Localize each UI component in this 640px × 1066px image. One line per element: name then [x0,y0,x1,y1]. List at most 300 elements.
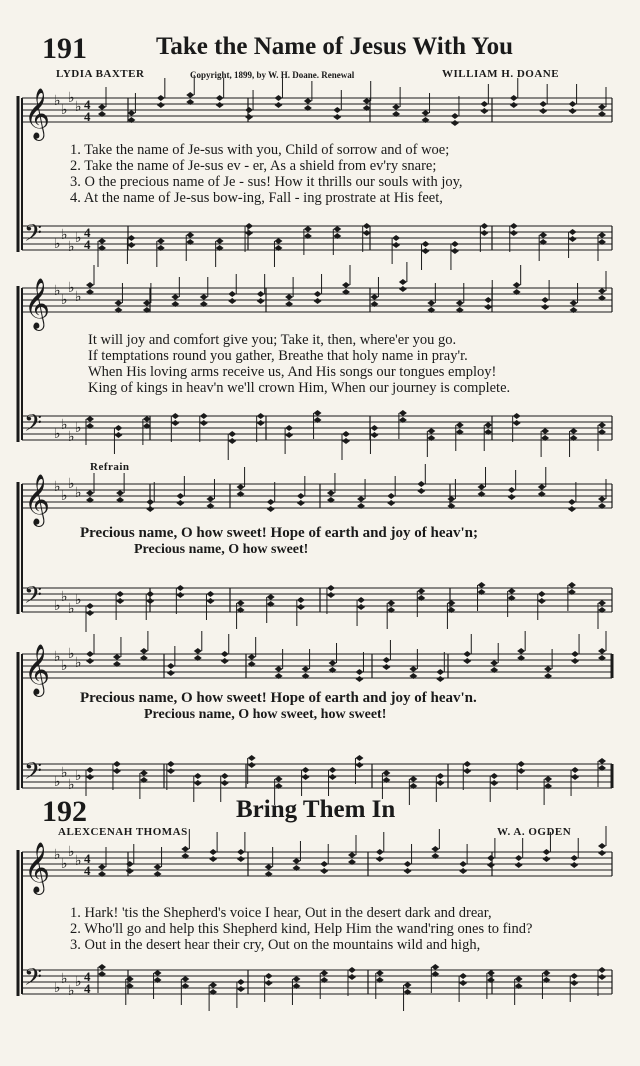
note-head [237,986,245,992]
note-head [171,294,179,300]
note-head [513,413,521,419]
note-head [181,846,189,852]
note-head [490,780,498,786]
note-head [490,660,498,666]
note-head [292,976,300,982]
note-head [98,964,106,970]
note-head [333,226,341,232]
note-head [510,223,518,229]
time-signature: 4 [84,981,91,996]
note-head [436,773,444,779]
note-head [431,964,439,970]
note-head [539,232,547,238]
note-head [127,235,135,241]
flat-sign: ♭ [75,420,82,436]
note-head [285,294,293,300]
note-head [98,238,106,244]
note-head [228,438,236,444]
note-head [463,761,471,767]
note-head [510,230,518,236]
note-head [404,982,412,988]
note-head [86,416,94,422]
time-signature: 4 [84,851,91,866]
note-head [248,755,256,761]
treble-clef: 𝄞 [24,842,51,893]
verse-2-line-1: 2. Take the name of Je-sus ev - er, As a shield from ev'ry snare; [70,158,437,174]
note-head [570,980,578,986]
composer-credit: WILLIAM H. DOANE [442,68,560,80]
treble-clef: 𝄞 [24,474,51,525]
bass-clef: 𝄢 [24,581,43,614]
note-head [248,762,256,768]
note-head [392,235,400,241]
note-head [146,591,154,597]
note-head [302,774,310,780]
note-head [302,666,310,672]
note-head [245,230,253,236]
note-head [544,666,552,672]
note-head [216,102,224,108]
note-head [221,658,229,664]
note-head [257,413,265,419]
note-head [569,229,577,235]
note-head [541,297,549,303]
note-head [329,767,337,773]
note-head [221,780,229,786]
note-head [376,849,384,855]
note-head [480,108,488,114]
note-head [126,861,134,867]
note-head [237,979,245,985]
note-head [422,248,430,254]
note-head [422,241,430,247]
note-head [463,658,471,664]
note-head [209,849,217,855]
time-signature: 4 [84,863,91,878]
note-head [86,603,94,609]
flat-sign: ♭ [68,429,75,445]
note-head [513,420,521,426]
bass-clef: 𝄢 [24,963,43,996]
note-head [598,974,606,980]
note-head [206,496,214,502]
note-head [329,774,337,780]
note-head [167,663,175,669]
bass-clef: 𝄢 [24,219,43,252]
note-head [463,651,471,657]
note-head [447,600,455,606]
note-head [387,600,395,606]
note-head [357,604,365,610]
note-head [98,864,106,870]
note-head [542,849,550,855]
refrain-line-1: Precious name, O how sweet! Hope of earth and joy of heav'n; [80,525,479,541]
note-head [459,861,467,867]
note-head [451,241,459,247]
note-head [297,500,305,506]
note-head [171,413,179,419]
note-head [422,110,430,116]
flat-sign: ♭ [61,292,68,308]
note-head [539,101,547,107]
time-signature: 4 [84,237,91,252]
flat-sign: ♭ [68,983,75,999]
note-head [357,597,365,603]
note-head [517,648,525,654]
note-head [86,651,94,657]
note-head [209,982,217,988]
note-head [237,849,245,855]
note-head [206,598,214,604]
note-head [116,591,124,597]
note-head [314,410,322,416]
note-head [480,223,488,229]
note-head [490,773,498,779]
note-head [194,773,202,779]
music-system-3 [0,474,640,624]
note-head [275,776,283,782]
note-head [274,95,282,101]
flat-sign: ♭ [68,844,75,860]
note-head [157,102,165,108]
note-head [200,420,208,426]
note-head [570,855,578,861]
refrain-label: Refrain [90,461,130,473]
note-head [275,666,283,672]
flat-sign: ♭ [54,774,61,790]
flat-sign: ♭ [61,765,68,781]
note-head [392,242,400,248]
note-head [568,499,576,505]
note-head [304,226,312,232]
note-head [542,970,550,976]
flat-sign: ♭ [75,230,82,246]
note-head [376,970,384,976]
note-head [267,499,275,505]
flat-sign: ♭ [68,280,75,296]
note-head [487,862,495,868]
note-head [237,484,245,490]
flat-sign: ♭ [75,592,82,608]
note-head [216,238,224,244]
verse-4-line-2: King of kings in heav'n we'll crown Him, When our journey is complete. [88,380,511,396]
note-head [355,669,363,675]
hymn-number: 191 [42,32,87,65]
flat-sign: ♭ [75,289,82,305]
note-head [297,604,305,610]
note-head [513,282,521,288]
note-head [228,431,236,437]
note-head [459,868,467,874]
note-head [297,493,305,499]
note-head [257,291,265,297]
refrain-line-1-alto: Precious name, O how sweet! [134,542,309,557]
copyright-notice: Copyright, 1899, by W. H. Doane. Renewal [190,70,355,80]
note-head [176,493,184,499]
note-head [114,300,122,306]
note-head [508,588,516,594]
note-head [538,484,546,490]
flat-sign: ♭ [68,90,75,106]
note-head [113,761,121,767]
flat-sign: ♭ [61,971,68,987]
note-head [431,846,439,852]
refrain-line-2: Precious name, O how sweet! Hope of earth and joy of heav'n. [80,690,477,706]
note-head [228,291,236,297]
note-head [221,773,229,779]
flat-sign: ♭ [54,598,61,614]
note-head [257,298,265,304]
note-head [194,780,202,786]
flat-sign: ♭ [54,426,61,442]
note-head [382,770,390,776]
note-head [570,300,578,306]
note-head [508,494,516,500]
note-head [515,855,523,861]
note-head [409,666,417,672]
note-head [399,279,407,285]
note-head [404,861,412,867]
flat-sign: ♭ [54,847,61,863]
verse-2-line-2: If temptations round you gather, Breathe that holy name in pray'r. [88,348,468,364]
note-head [484,422,492,428]
note-head [417,488,425,494]
note-head [487,855,495,861]
note-head [571,774,579,780]
note-head [376,856,384,862]
note-head [404,868,412,874]
flat-sign: ♭ [61,417,68,433]
note-head [569,101,577,107]
note-head [427,300,435,306]
note-head [176,500,184,506]
note-head [86,767,94,773]
note-head [598,232,606,238]
note-head [176,585,184,591]
time-signature: 4 [84,225,91,240]
note-head [436,669,444,675]
flat-sign: ♭ [54,93,61,109]
note-head [598,843,606,849]
note-head [348,974,356,980]
flat-sign: ♭ [75,655,82,671]
note-head [265,973,273,979]
note-head [126,976,134,982]
note-head [355,755,363,761]
note-head [186,92,194,98]
hymn-title: Take the Name of Jesus With You [156,33,513,60]
flat-sign: ♭ [75,485,82,501]
time-signature: 4 [84,97,91,112]
verse-1-line-1: 1. Take the name of Je-sus with you, Child of sorrow and of woe; [70,142,450,158]
note-head [570,973,578,979]
note-head [314,298,322,304]
note-head [320,868,328,874]
flat-sign: ♭ [61,102,68,118]
flat-sign: ♭ [61,658,68,674]
note-head [348,967,356,973]
flat-sign: ♭ [68,239,75,255]
verse-1-192: 1. Hark! 'tis the Shepherd's voice I hear, Out in the desert dark and drear, [70,905,492,921]
verse-2-192: 2. Who'll go and help this Shepherd kind, Help Him the wand'ring ones to find? [70,921,533,937]
note-head [126,868,134,874]
composer-credit-192: W. A. OGDEN [497,826,572,838]
note-head [314,291,322,297]
hymn-title-192: Bring Them In [236,796,396,823]
note-head [86,282,94,288]
note-head [200,294,208,300]
hymn-number-192: 192 [42,795,87,828]
note-head [487,970,495,976]
note-head [569,108,577,114]
note-head [304,98,312,104]
bass-clef: 𝄢 [24,757,43,790]
note-head [508,487,516,493]
bass-clef: 𝄢 [24,409,43,442]
flat-sign: ♭ [54,980,61,996]
note-head [484,304,492,310]
note-head [320,970,328,976]
note-head [245,114,253,120]
author-credit-192: ALEXCENAH THOMAS [58,826,188,838]
note-head [342,282,350,288]
note-head [382,664,390,670]
flat-sign: ♭ [75,853,82,869]
note-head [510,95,518,101]
note-head [245,107,253,113]
note-head [265,864,273,870]
note-head [370,425,378,431]
note-head [221,651,229,657]
time-signature: 4 [84,969,91,984]
verse-3-line-2: When His loving arms receive us, And His songs our tongues employ! [88,364,497,380]
note-head [285,432,293,438]
note-head [355,676,363,682]
note-head [86,774,94,780]
note-head [463,768,471,774]
note-head [539,108,547,114]
note-head [399,286,407,292]
note-head [113,768,121,774]
note-head [510,102,518,108]
note-head [387,500,395,506]
note-head [357,496,365,502]
note-head [140,770,148,776]
flat-sign: ♭ [54,649,61,665]
note-head [598,288,606,294]
note-head [568,506,576,512]
note-head [114,432,122,438]
treble-clef: 𝄞 [24,278,51,329]
note-head [245,223,253,229]
flat-sign: ♭ [68,601,75,617]
note-head [167,768,175,774]
note-head [86,658,94,664]
note-head [447,496,455,502]
note-head [598,104,606,110]
flat-sign: ♭ [68,777,75,793]
note-head [302,767,310,773]
note-head [392,104,400,110]
note-head [480,230,488,236]
note-head [342,438,350,444]
note-head [267,594,275,600]
note-head [436,676,444,682]
note-head [571,658,579,664]
note-head [517,768,525,774]
flat-sign: ♭ [61,488,68,504]
note-head [292,858,300,864]
treble-clef: 𝄞 [24,644,51,695]
note-head [451,113,459,119]
treble-clef: 𝄞 [24,88,51,139]
note-head [146,499,154,505]
note-head [387,493,395,499]
note-head [517,761,525,767]
note-head [267,506,275,512]
flat-sign: ♭ [54,283,61,299]
note-head [417,588,425,594]
note-head [327,585,335,591]
note-head [515,862,523,868]
note-head [167,670,175,676]
note-head [538,598,546,604]
note-head [541,304,549,310]
note-head [320,861,328,867]
note-head [186,232,194,238]
author-credit: LYDIA BAXTER [56,68,145,80]
note-head [154,970,162,976]
note-head [171,420,179,426]
flat-sign: ♭ [75,974,82,990]
note-head [568,582,576,588]
note-head [598,967,606,973]
note-head [86,610,94,616]
time-signature: 4 [84,109,91,124]
note-head [459,980,467,986]
note-head [456,422,464,428]
note-head [327,592,335,598]
note-head [598,758,606,764]
note-head [478,582,486,588]
note-head [297,597,305,603]
note-head [355,762,363,768]
note-head [399,410,407,416]
verse-1-line-2: It will joy and comfort give you; Take it, then, where'er you go. [88,332,457,348]
note-head [86,490,94,496]
flat-sign: ♭ [68,476,75,492]
note-head [570,428,578,434]
note-head [480,101,488,107]
note-head [181,976,189,982]
verse-4-line-1: 4. At the name of Je-sus bow-ing, Fall - ing prostrate at His feet, [70,190,443,206]
note-head [127,110,135,116]
note-head [451,248,459,254]
note-head [285,425,293,431]
note-head [484,297,492,303]
flat-sign: ♭ [75,99,82,115]
note-head [544,776,552,782]
note-head [571,767,579,773]
note-head [370,294,378,300]
note-head [538,591,546,597]
note-head [194,648,202,654]
note-head [370,432,378,438]
note-head [248,654,256,660]
note-head [427,428,435,434]
note-head [569,236,577,242]
note-head [598,496,606,502]
